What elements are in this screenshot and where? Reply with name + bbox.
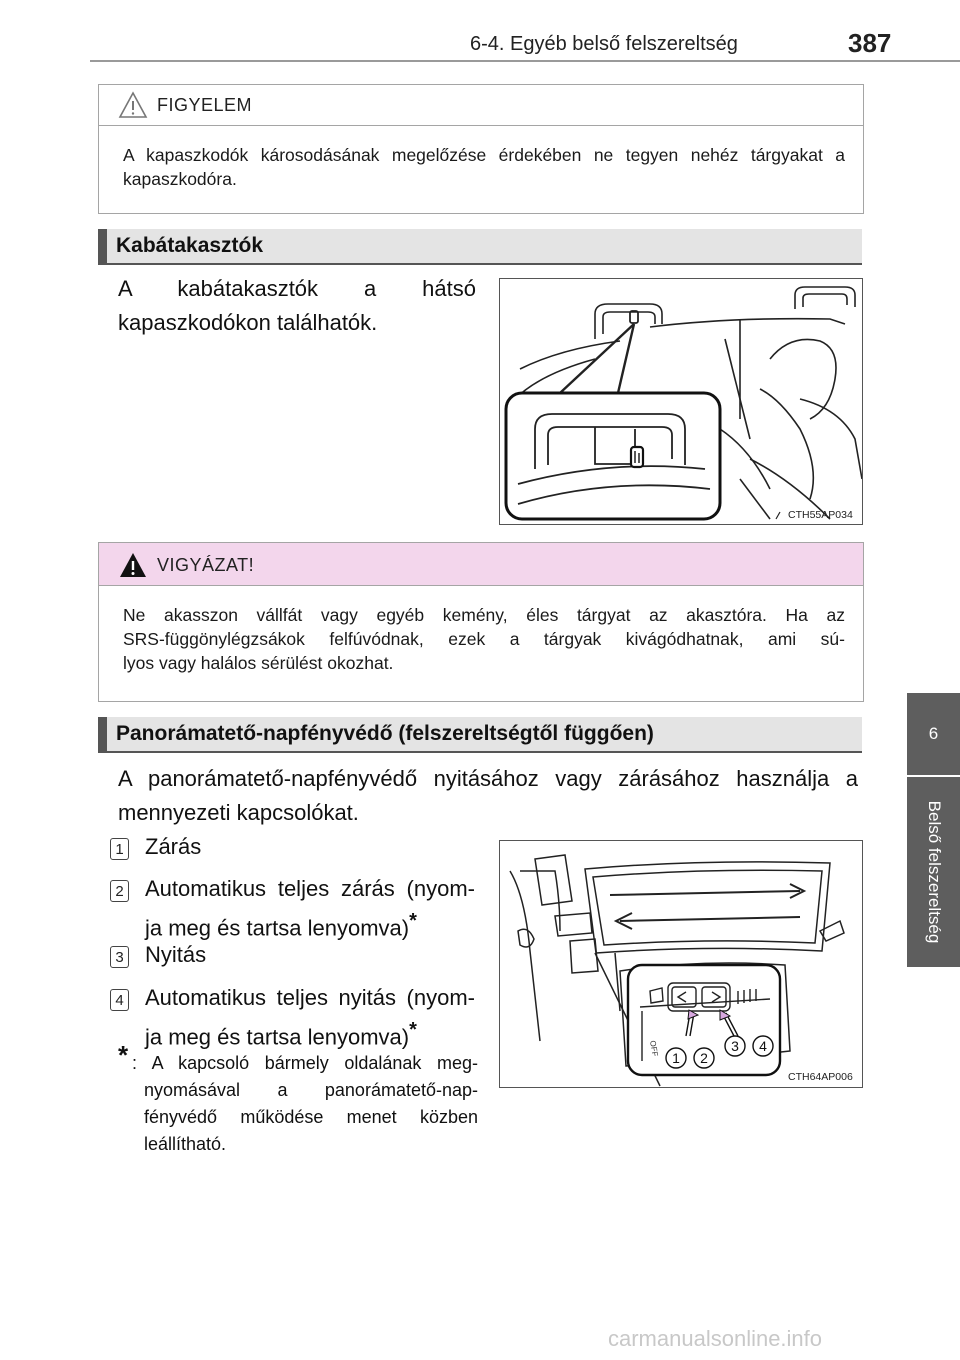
item-2-line1: Automatikus teljes zárás (nyom- <box>145 876 475 901</box>
section-heading-sunshade: Panorámatető-napfényvédő (felszereltségtől függően) <box>98 717 862 751</box>
footnote-text <box>132 1050 478 1158</box>
warning-text-line2: SRS-függönylégzsákok felfúvódnak, ezek a tárgyak kivágódhatnak, ami sú- <box>123 629 845 649</box>
coat-hook-figure-code: CTH55AP034 <box>788 509 853 521</box>
warning-triangle-icon <box>118 551 148 579</box>
asterisk-mark: * <box>409 910 417 932</box>
footnote-line4: leállítható. <box>144 1134 227 1154</box>
sunshade-intro-line1: A panorámatető-napfényvédő nyitásához vagy zárásához használja a <box>118 766 858 791</box>
caution-triangle-icon <box>118 91 148 119</box>
item-3-text: Nyitás <box>145 942 207 967</box>
header-rule <box>90 60 960 62</box>
coat-hook-figure <box>499 278 863 525</box>
item-number-3: 3 <box>110 946 129 968</box>
footnote-line2: nyomásával a panorámatető-nap- <box>144 1080 478 1100</box>
watermark: carmanualsonline.info <box>608 1326 823 1351</box>
warning-text-line3: lyos vagy halálos sérülést okozhat. <box>123 653 394 673</box>
warning-title: VIGYÁZAT! <box>157 555 255 575</box>
item-number-1: 1 <box>110 838 129 860</box>
off-label: OFF <box>648 1039 660 1058</box>
warning-text-line1: Ne akasszon vállfát vagy egyéb kemény, éles tárgyat az akasztóra. Ha az <box>123 605 845 625</box>
sunshade-intro-line2: mennyezeti kapcsolókat. <box>118 800 359 825</box>
sunshade-figure-code: CTH64AP006 <box>788 1071 853 1083</box>
item-2-line2: ja meg és tartsa lenyomva)* <box>145 910 417 941</box>
item-1-text: Zárás <box>145 834 202 859</box>
item-number-2: 2 <box>110 880 129 902</box>
coat-hooks-text: A kabátakasztók a hátsó kapaszkodókon találhatók. <box>118 276 476 335</box>
item-4-line2: ja meg és tartsa lenyomva)* <box>145 1019 417 1050</box>
warning-text <box>123 603 845 675</box>
asterisk-mark: * <box>409 1019 417 1041</box>
item-number-4: 4 <box>110 989 129 1011</box>
coat-hook-illustration <box>500 279 862 524</box>
page-number: 387 <box>848 28 892 58</box>
callout-label-4: 4 <box>759 1038 767 1054</box>
warning-box <box>98 542 864 702</box>
sunshade-intro <box>118 762 858 830</box>
callout-label-2: 2 <box>700 1050 708 1066</box>
section-heading-coat-hooks: Kabátakasztók <box>98 229 862 263</box>
item-4-line1: Automatikus teljes nyitás (nyom- <box>145 985 475 1010</box>
sunshade-illustration <box>500 841 862 1087</box>
caution-box-header <box>99 85 863 126</box>
footnote-asterisk: * <box>118 1040 129 1070</box>
chapter-tab-label: Belső felszereltség <box>907 777 960 967</box>
caution-box <box>98 84 864 214</box>
warning-box-header <box>99 543 863 586</box>
caution-text: A kapaszkodók károsodásának megelőzése érdekében ne tegyen nehéz tárgyakat a kapaszkodóra. <box>123 145 845 189</box>
callout-label-1: 1 <box>672 1050 680 1066</box>
footnote-line1: : A kapcsoló bármely oldalának meg- <box>132 1053 478 1073</box>
sunshade-figure <box>499 840 863 1088</box>
callout-label-3: 3 <box>731 1038 739 1054</box>
section-header: 6-4. Egyéb belső felszereltség <box>470 33 738 55</box>
caution-title: FIGYELEM <box>157 95 253 115</box>
chapter-tab-number: 6 <box>907 693 960 775</box>
footnote-line3: fényvédő működése menet közben <box>144 1107 478 1127</box>
